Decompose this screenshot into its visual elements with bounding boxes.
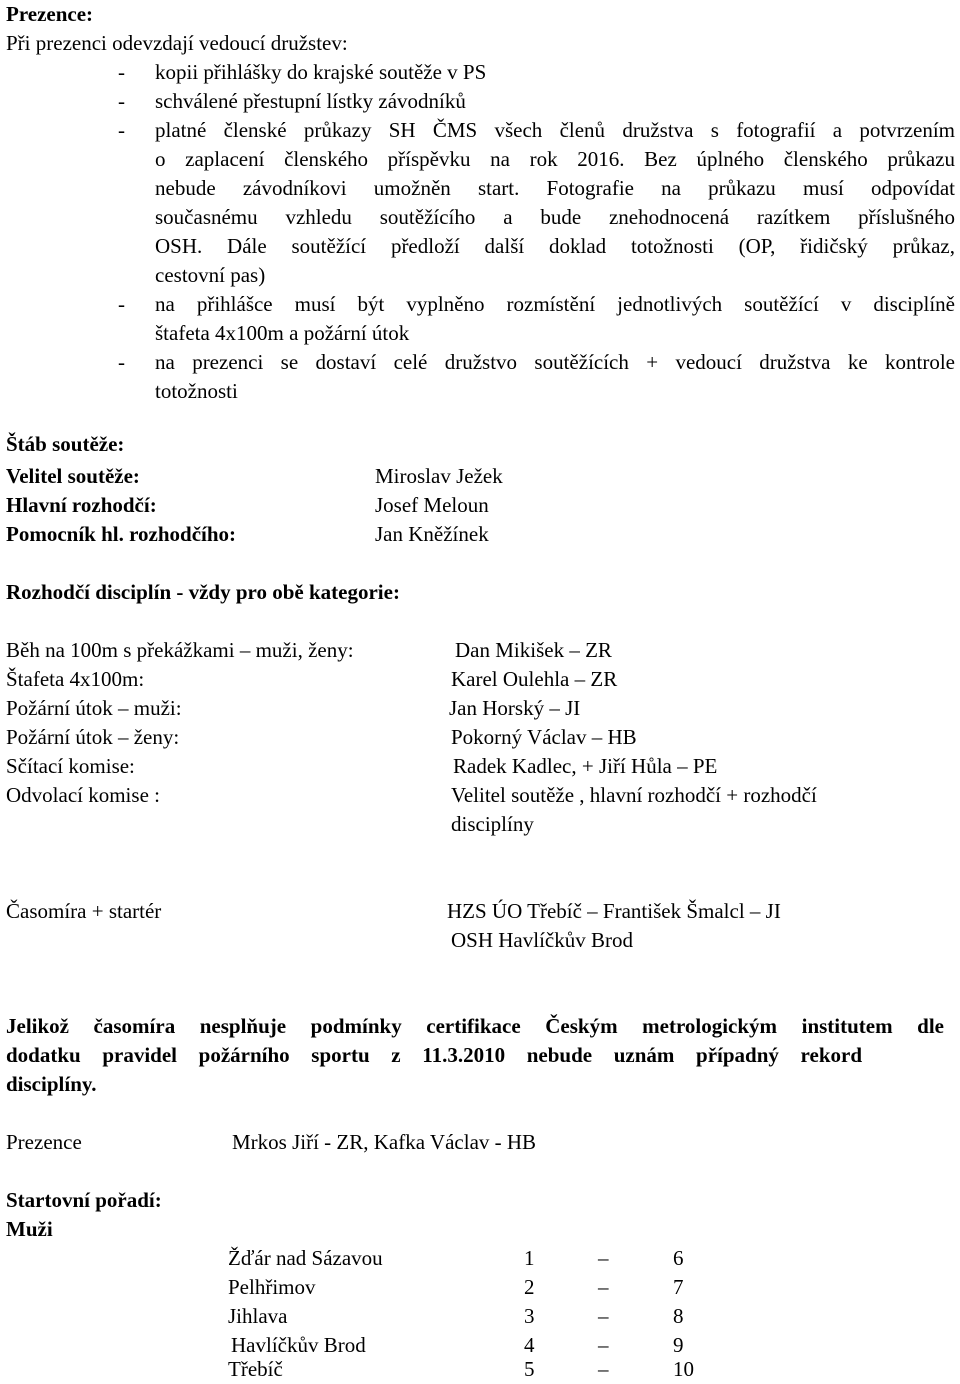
staff-name: Josef Meloun	[375, 493, 489, 517]
referee-name: Jan Horský – JI	[449, 696, 581, 720]
presence-item-4-line: na přihlášce musí být vyplněno rozmístění jednotlivých soutěžící v disciplíně	[155, 292, 955, 316]
start-order-team: Žďár nad Sázavou	[228, 1246, 383, 1270]
notice-line: dodatku pravidel požárního sportu z 11.3.2010 nebude uznám případný rekord	[6, 1043, 862, 1067]
referee-discipline: Požární útok – ženy:	[6, 725, 180, 749]
presence-item-3-line: o zaplacení členského příspěvku na rok 2016. Bez úplného členského průkazu	[155, 147, 955, 171]
start-order-second: 7	[673, 1275, 684, 1299]
start-order-second: 10	[673, 1357, 694, 1381]
start-order-second: 8	[673, 1304, 684, 1328]
referee-discipline: Štafeta 4x100m:	[6, 667, 145, 691]
start-order-first: 5	[524, 1357, 535, 1381]
prezence-value: Mrkos Jiří - ZR, Kafka Václav - HB	[232, 1130, 537, 1154]
presence-item-3-line: OSH. Dále soutěžící předloží další doklad totožnosti (OP, řidičský průkaz,	[155, 234, 955, 258]
presence-item-1: kopii přihlášky do krajské soutěže v PS	[155, 60, 487, 84]
timing-label: Časomíra + startér	[6, 899, 162, 923]
start-order-dash: –	[598, 1333, 609, 1357]
start-order-team: Pelhřimov	[228, 1275, 316, 1299]
staff-name: Miroslav Ježek	[375, 464, 503, 488]
notice-line: Jelikož časomíra nesplňuje podmínky certifikace Českým metrologickým institutem dle	[6, 1014, 944, 1038]
referee-discipline: Sčítací komise:	[6, 754, 135, 778]
start-order-first: 3	[524, 1304, 535, 1328]
referee-name: Dan Mikišek – ZR	[455, 638, 612, 662]
start-order-first: 1	[524, 1246, 535, 1270]
referee-name-cont: disciplíny	[451, 812, 534, 836]
start-order-team: Havlíčkův Brod	[231, 1333, 366, 1357]
referee-name: Radek Kadlec, + Jiří Hůla – PE	[453, 754, 718, 778]
referee-name: Pokorný Václav – HB	[451, 725, 637, 749]
bullet-marker: -	[118, 60, 125, 84]
start-order-first: 2	[524, 1275, 535, 1299]
presence-item-3-line: platné členské průkazy SH ČMS všech členů družstva s fotografií a potvrzením	[155, 118, 955, 142]
start-order-second: 6	[673, 1246, 684, 1270]
start-order-dash: –	[598, 1304, 609, 1328]
start-order-category: Muži	[6, 1217, 53, 1241]
staff-heading: Štáb soutěže:	[6, 432, 125, 456]
referee-discipline: Odvolací komise :	[6, 783, 160, 807]
start-order-team: Třebíč	[228, 1357, 283, 1381]
presence-item-3-line: současnému vzhledu soutěžícího a bude znehodnocená razítkem příslušného	[155, 205, 955, 229]
staff-label: Velitel soutěže:	[6, 464, 140, 488]
presence-item-3-line: nebude závodníkovi umožněn start. Fotografie na průkazu musí odpovídat	[155, 176, 955, 200]
bullet-marker: -	[118, 118, 125, 142]
bullet-marker: -	[118, 292, 125, 316]
start-order-first: 4	[524, 1333, 535, 1357]
bullet-marker: -	[118, 89, 125, 113]
bullet-marker: -	[118, 350, 125, 374]
presence-item-5-line: totožnosti	[155, 379, 238, 403]
presence-intro: Při prezenci odevzdají vedoucí družstev:	[6, 31, 348, 55]
presence-item-5-line: na prezenci se dostaví celé družstvo soutěžících + vedoucí družstva ke kontrole	[155, 350, 955, 374]
referee-discipline: Běh na 100m s překážkami – muži, ženy:	[6, 638, 354, 662]
prezence-label: Prezence	[6, 1130, 82, 1154]
presence-item-4-line: štafeta 4x100m a požární útok	[155, 321, 410, 345]
start-order-second: 9	[673, 1333, 684, 1357]
timing-value: HZS ÚO Třebíč – František Šmalcl – JI	[447, 899, 781, 923]
staff-label: Hlavní rozhodčí:	[6, 493, 157, 517]
start-order-dash: –	[598, 1246, 609, 1270]
presence-heading: Prezence:	[6, 2, 94, 26]
staff-label: Pomocník hl. rozhodčího:	[6, 522, 237, 546]
notice-line: disciplíny.	[6, 1072, 97, 1096]
start-order-dash: –	[598, 1357, 609, 1381]
referees-heading: Rozhodčí disciplín - vždy pro obě kategorie:	[6, 580, 400, 604]
start-order-dash: –	[598, 1275, 609, 1299]
referee-name: Karel Oulehla – ZR	[451, 667, 618, 691]
presence-item-2: schválené přestupní lístky závodníků	[155, 89, 466, 113]
start-order-heading: Startovní pořadí:	[6, 1188, 162, 1212]
referee-name: Velitel soutěže , hlavní rozhodčí + rozhodčí	[451, 783, 817, 807]
presence-item-3-line: cestovní pas)	[155, 263, 266, 287]
staff-name: Jan Kněžínek	[375, 522, 489, 546]
timing-value: OSH Havlíčkův Brod	[451, 928, 633, 952]
referee-discipline: Požární útok – muži:	[6, 696, 182, 720]
start-order-team: Jihlava	[228, 1304, 288, 1328]
